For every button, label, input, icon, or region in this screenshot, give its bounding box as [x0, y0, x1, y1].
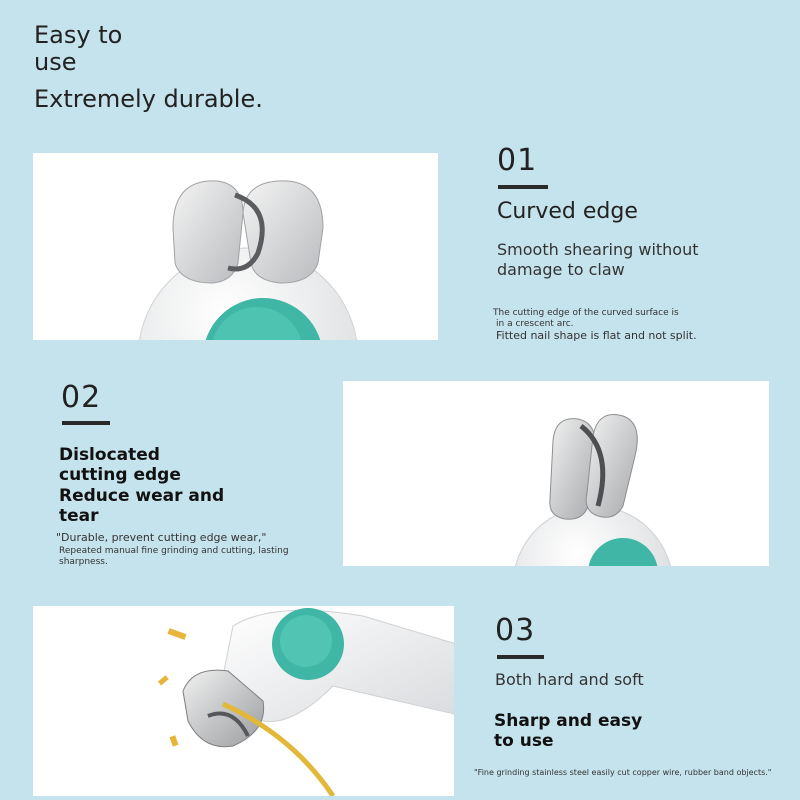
hero-line-3: Extremely durable.: [34, 85, 263, 113]
feature2-note-2: sharpness.: [59, 557, 108, 567]
hero-line-2: use: [34, 48, 77, 76]
feature2-heading-3: Reduce wear and: [59, 486, 225, 506]
feature1-note-2: in a crescent arc.: [496, 319, 574, 329]
feature2-heading-4: tear: [59, 506, 99, 526]
feature1-subtitle-1: Smooth shearing without: [497, 240, 699, 259]
clipper-image-angled: [343, 381, 769, 566]
hero-line-1: Easy to: [34, 21, 123, 49]
feature2-divider: [62, 421, 110, 425]
feature3-divider: [497, 655, 544, 659]
clipper-image-cutting: [33, 606, 454, 796]
feature1-divider: [498, 185, 548, 189]
feature2-note-1: Repeated manual fine grinding and cutting, lasting: [59, 546, 289, 556]
feature3-heading-2: to use: [494, 731, 554, 751]
feature1-number: 01: [497, 143, 538, 178]
clipper-image-front: [33, 153, 438, 340]
feature1-subtitle-2: damage to claw: [497, 260, 625, 279]
feature1-title: Curved edge: [497, 199, 638, 224]
feature3-subtitle: Both hard and soft: [495, 670, 644, 689]
feature3-heading-1: Sharp and easy: [494, 711, 643, 731]
feature3-number: 03: [495, 613, 536, 648]
feature2-heading-1: Dislocated: [59, 445, 160, 465]
feature2-number: 02: [61, 380, 102, 415]
feature2-quote: "Durable, prevent cutting edge wear,": [56, 531, 267, 544]
feature3-note: "Fine grinding stainless steel easily cut copper wire, rubber band objects.": [474, 768, 772, 777]
feature1-note-3: Fitted nail shape is flat and not split.: [496, 329, 697, 342]
feature2-heading-2: cutting edge: [59, 465, 181, 485]
feature1-note-1: The cutting edge of the curved surface is: [493, 308, 679, 318]
